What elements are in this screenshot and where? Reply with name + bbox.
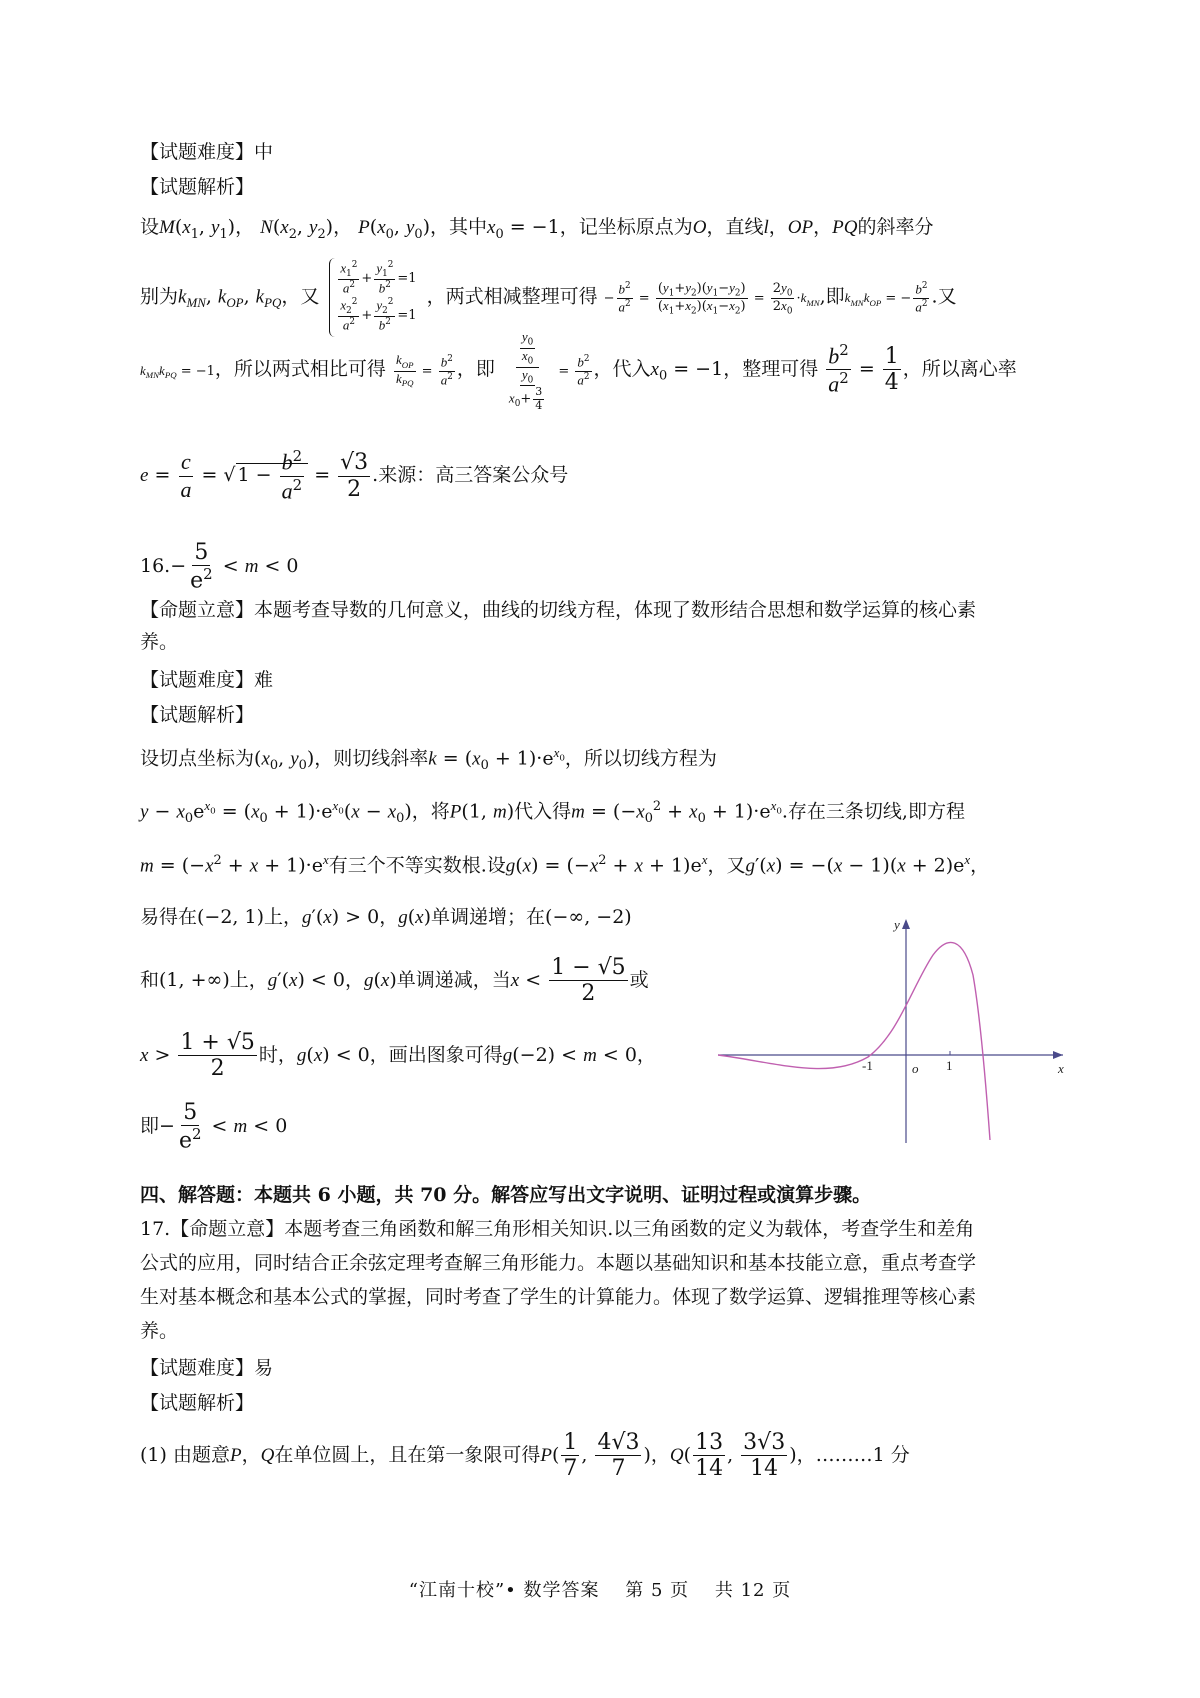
- analysis-16: 【试题解析】: [140, 704, 255, 726]
- curve-g: [718, 942, 990, 1140]
- x-axis-label: x: [1058, 1061, 1064, 1076]
- line-16-7: 即− $\frac{5}{e^2}$ < m < 0: [140, 1100, 288, 1154]
- line-15-3: $k_{MN}k_{PQ} = -1$，所以两式相比可得 $\frac{k_{OP}}{k_{PQ}}$ = $\frac{b^2}{a^2}$ ，即 $\frac{y_0}{x_0}$ $y_0$ $x_0+$ $\frac{3}{4}$ = $\frac{b^2}{a^2}$ ，代入$x_0 = -1$，整理可得 $\frac{b^2}{a^2}$ = $\frac{1}{4}$ ，所以离心率: [140, 329, 1017, 412]
- analysis-15: 【试题解析】: [140, 176, 255, 198]
- intent-16-2: 养。: [140, 631, 179, 653]
- intent-16: 【命题立意】本题考查导数的几何意义，曲线的切线方程，体现了数形结合思想和数学运算的核心素: [140, 599, 977, 621]
- difficulty-15: 【试题难度】中: [140, 141, 274, 163]
- section-heading: 四、解答题：本题共 6 小题，共 70 分。解答应写出文字说明、证明过程或演算步骤。: [140, 1184, 872, 1206]
- function-graph: [718, 915, 1068, 1145]
- line-16-3: $m = (-x^2 + x + 1)\cdot e^x$有三个不等实数根.设$g(x) = (-x^2 + x + 1)e^x$，又$g'(x) = -(x - 1)(x + 2)e^x$，: [140, 852, 990, 877]
- intent-17-4: 养。: [140, 1320, 179, 1342]
- tick-1-label: 1: [946, 1058, 953, 1073]
- line-15-1: 设$M(x_1$, $y_1$)， $N(x_2$, $y_2$)， $P(x_0$, $y_0$)，其中$x_0 = -1$，记坐标原点为O，直线l，OP，PQ的斜率分: [140, 216, 934, 242]
- page-footer: “江南十校”• 数学答案 第 5 页 共 12 页: [408, 1580, 792, 1601]
- line-16-5: 和(1, +∞)上，g′(x) < 0，g(x)单调递减，当x < $\frac{1 - √5}{2}$ 或: [140, 955, 649, 1007]
- intent-17-1: 17.【命题立意】本题考查三角函数和解三角形相关知识.以三角函数的定义为载体，考查学生和差角: [140, 1218, 975, 1240]
- origin-label: o: [912, 1061, 919, 1076]
- line-15-2: 别为$k_{MN}$, $k_{OP}$, $k_{PQ}$，又 $\frac{x_1^2}{a^2}$ + $\frac{y_1^2}{b^2}$ =1 $\frac{x_2^2}{a^2}$ + $\frac{y_2^2}{b^2}$ =1 ，两式相减整理可得 − $\frac{b^2}{a^2}$ = $\frac{(y_1+y_2)(y_1-y_2)}{(x_1+x_2)(x_1-x_2)}$ = $\frac{2y_0}{2x_0}$ $\cdot k_{MN}$,即$k_{MN}k_{OP}$ = − $\frac{b^2}{a^2}$ .又: [140, 258, 956, 337]
- line-15-4: e = $\frac{c}{a}$ = √ 1 − $\frac{b^2}{a^2}$ = $\frac{√3}{2}$ .来源：高三答案公众号: [140, 447, 569, 503]
- tick-neg1-label: -1: [862, 1058, 873, 1073]
- analysis-17: 【试题解析】: [140, 1392, 255, 1414]
- difficulty-17: 【试题难度】易: [140, 1357, 274, 1379]
- line-17-1: (1) 由题意P，Q在单位圆上，且在第一象限可得P( $\frac{1}{7}$ , $\frac{4√3}{7}$ )，Q( $\frac{13}{14}$ , $\frac{3√3}{14}$ )，………1 分: [140, 1430, 910, 1482]
- answer-16: 16.− $\frac{5}{e^2}$ < m < 0: [140, 540, 299, 594]
- intent-17-3: 生对基本概念和基本公式的掌握，同时考查了学生的计算能力。体现了数学运算、逻辑推理等核心素: [140, 1286, 977, 1308]
- y-axis-label: y: [894, 917, 900, 932]
- difficulty-16: 【试题难度】难: [140, 669, 274, 691]
- y-axis-arrow: [902, 919, 910, 929]
- intent-17-2: 公式的应用，同时结合正余弦定理考查解三角形能力。本题以基础知识和基本技能立意，重点考查学: [140, 1252, 977, 1274]
- line-16-1: 设切点坐标为($x_0$, $y_0$)，则切线斜率$k = (x_0 + 1)\cdot e^{x_0}$，所以切线方程为: [140, 745, 717, 774]
- line-16-4: 易得在(−2, 1)上，g′(x) > 0，g(x)单调递增；在(−∞, −2): [140, 906, 632, 928]
- line-16-2: $y - x_0e^{x_0} = (x_0 + 1)\cdot e^{x_0}(x - x_0)$，将P(1, m)代入得$m = (-x_0^2 + x_0 + 1)\cdot e^{x_0}$.存在三条切线,即方程: [140, 798, 965, 827]
- line-16-6: x > $\frac{1 + √5}{2}$ 时，g(x) < 0，画出图象可得g(−2) < m < 0，: [140, 1030, 656, 1082]
- equation-system: $\frac{x_1^2}{a^2}$ + $\frac{y_1^2}{b^2}$ =1 $\frac{x_2^2}{a^2}$ + $\frac{y_2^2}{b^2}$ =1: [329, 258, 416, 337]
- x-axis-arrow: [1053, 1051, 1063, 1059]
